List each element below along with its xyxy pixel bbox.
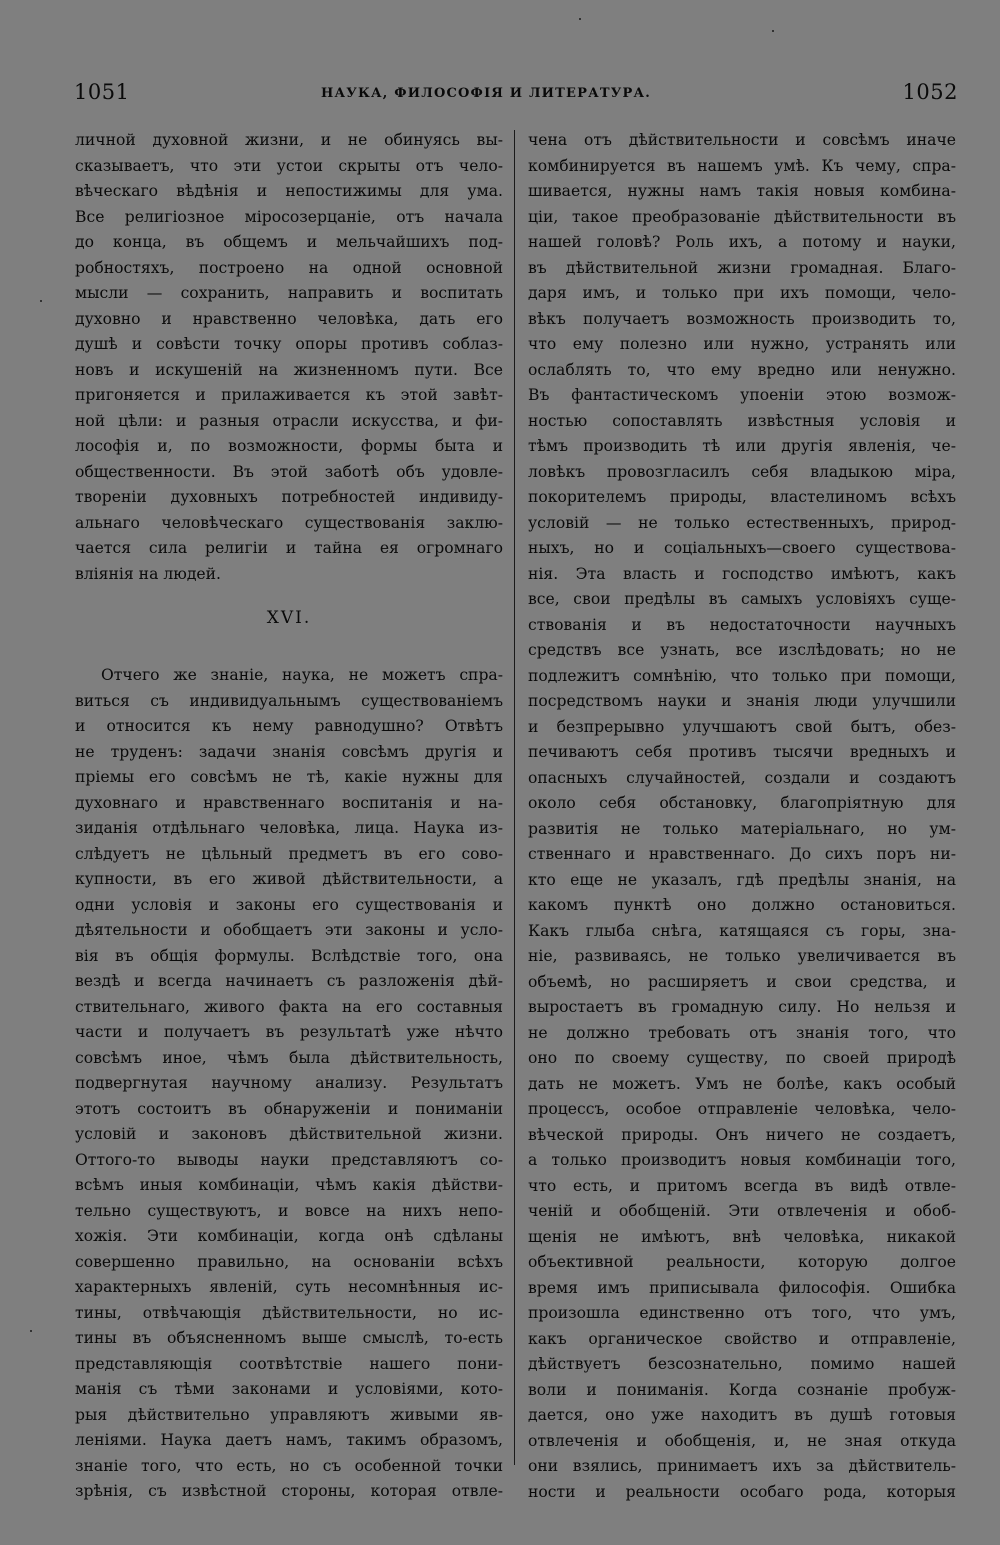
- text-line: условій — не только естественныхъ, природ-: [528, 513, 956, 532]
- text-line: условій и законовъ дѣйствительной жизни.: [75, 1125, 503, 1143]
- text-line: отвлеченія и обобщенія, и, не зная откуда: [528, 1431, 956, 1450]
- text-line: совсѣмъ иное, чѣмъ была дѣйствительность,: [75, 1048, 503, 1067]
- text-line: ціи, такое преобразованіе дѣйствительности въ: [528, 207, 956, 226]
- text-line: вліянія на людей.: [75, 564, 221, 583]
- text-line: ныхъ, но и соціальныхъ—своего существова-: [528, 539, 956, 557]
- text-line: лософія и, по возможности, формы быта и: [75, 437, 503, 455]
- print-speck: [772, 30, 774, 32]
- text-line: Какъ глыба снѣга, катящаяся съ горы, зна-: [528, 921, 956, 940]
- text-line: нашей головѣ? Роль ихъ, а потому и науки,: [528, 233, 956, 251]
- text-line: духовнаго и нравственнаго воспитанія и на-: [75, 793, 503, 812]
- text-line: нія. Эта власть и господство имѣютъ, какъ: [528, 564, 956, 583]
- text-line: представляющія соотвѣтствіе нашего пони-: [75, 1354, 503, 1373]
- text-line: шивается, нужны намъ такія новыя комбина-: [528, 182, 956, 200]
- text-line: новъ и искушеній на жизненномъ пути. Все: [75, 360, 503, 379]
- text-line: ослаблять то, что ему вредно или ненужно.: [528, 360, 956, 379]
- text-line: подлежитъ сомнѣнію, что только при помощи,: [528, 666, 956, 685]
- text-line: какъ органическое свойство и отправленіе,: [528, 1329, 956, 1348]
- text-line: знаніе того, что есть, но съ особенной точки: [75, 1456, 503, 1475]
- text-line: части и получаетъ въ результатѣ уже нѣчто: [75, 1023, 503, 1041]
- text-line: ностью сопоставлять извѣстныя условія и: [528, 411, 956, 430]
- print-speck: [30, 1330, 32, 1332]
- text-line: Оттого-то выводы науки представляютъ со-: [75, 1150, 503, 1169]
- text-line: тельно существуютъ, и вовсе на нихъ непо-: [75, 1201, 503, 1220]
- text-line: объективной реальности, которую долгое: [528, 1253, 956, 1271]
- text-line: леніями. Наука даетъ намъ, такимъ образомъ,: [75, 1431, 503, 1449]
- text-line: личной духовной жизни, и не обинуясь вы-: [75, 131, 503, 149]
- text-line: виться съ индивидуальнымъ существованіемъ: [75, 691, 503, 710]
- text-line: воли и пониманія. Когда сознаніе пробуж-: [528, 1380, 956, 1399]
- text-line: что есть, и притомъ всегда въ видѣ отвле-: [528, 1176, 956, 1195]
- text-line: покорителемъ природы, властелиномъ всѣхъ: [528, 488, 956, 506]
- text-line: вѣческаго вѣдѣнія и непостижимы для ума.: [75, 182, 503, 200]
- text-line: дѣятельности и обобщаетъ эти законы и усло-: [75, 921, 503, 939]
- text-line: что ему полезно или нужно, устранять или: [528, 335, 956, 353]
- text-line: не труденъ: задачи знанія совсѣмъ другія и: [75, 742, 503, 761]
- text-line: не должно требовать отъ знанія того, что: [528, 1023, 956, 1042]
- text-line: духовно и нравственно человѣка, дать его: [75, 309, 503, 328]
- text-line: пріемы его совсѣмъ не тѣ, какіе нужны для: [75, 768, 503, 786]
- text-line: вія въ общія формулы. Вслѣдствіе того, она: [75, 946, 503, 965]
- text-line: они взялись, принимаетъ ихъ за дѣйствитель-: [528, 1457, 956, 1475]
- text-line: ствительнаго, живого факта на его составныя: [75, 997, 503, 1016]
- text-line: тѣмъ производить тѣ или другія явленія, че-: [528, 437, 956, 455]
- text-line: дается, оно уже находитъ въ душѣ готовыя: [528, 1406, 956, 1424]
- text-line: процессъ, особое отправленіе человѣка, чело-: [528, 1100, 956, 1118]
- text-line: средствъ все узнать, все изслѣдовать; но не: [528, 641, 956, 659]
- text-line: общественности. Въ этой заботѣ объ удовле-: [75, 462, 503, 481]
- text-line: развитія не только матеріальнаго, но ум-: [528, 819, 956, 838]
- text-line: вездѣ и всегда начинаетъ съ разложенія дѣй-: [75, 972, 503, 990]
- text-line: твореніи духовныхъ потребностей индивиду-: [75, 488, 503, 506]
- text-line: около себя обстановку, благопріятную для: [528, 794, 956, 812]
- text-line: кто еще не указалъ, гдѣ предѣлы знанія, на: [528, 870, 956, 889]
- section-heading: XVI.: [266, 608, 312, 628]
- text-line: объемѣ, но расширяетъ и свои средства, и: [528, 972, 956, 991]
- text-line: щенія не имѣютъ, внѣ человѣка, никакой: [528, 1227, 956, 1246]
- right-column: [528, 128, 956, 1505]
- text-line: Отчего же знаніе, наука, не можетъ спра-: [101, 666, 503, 684]
- text-line: ченій и обобщеній. Эти отвлеченія и обоб-: [528, 1202, 956, 1220]
- text-line: ности и реальности особаго рода, которыя: [528, 1482, 956, 1501]
- text-line: ствованія и въ недостаточности научныхъ: [528, 615, 956, 634]
- page-number-left: 1051: [74, 80, 130, 104]
- column-divider: [514, 130, 515, 1465]
- text-line: произошла единственно отъ того, что умъ,: [528, 1304, 956, 1322]
- text-line: Все религіозное міросозерцаніе, отъ начала: [75, 207, 503, 226]
- text-line: зиданія отдѣльнаго человѣка, лица. Наука из-: [75, 819, 503, 837]
- text-line: и относится къ нему равнодушно? Отвѣтъ: [75, 717, 503, 735]
- text-line: какомъ пунктѣ оно должно остановиться.: [528, 896, 956, 914]
- text-line: слѣдуетъ не цѣльный предметъ въ его сово-: [75, 844, 503, 863]
- paragraph-intro: [75, 128, 503, 587]
- text-line: тины, отвѣчающія дѣйствительности, но ис-: [75, 1303, 503, 1322]
- text-line: этотъ состоитъ въ обнаруженіи и пониманіи: [75, 1099, 503, 1118]
- text-line: сказываетъ, что эти устои скрыты отъ чело-: [75, 156, 503, 175]
- text-line: зрѣнія, съ извѣстной стороны, которая отвле-: [75, 1482, 503, 1500]
- page-number-right: 1052: [902, 80, 958, 104]
- text-line: вѣкъ получаетъ возможность производить то,: [528, 309, 956, 328]
- text-line: опасныхъ случайностей, создали и создаютъ: [528, 768, 956, 787]
- text-line: одни условія и законы его существованія и: [75, 895, 503, 914]
- text-line: а только производитъ новыя комбинаціи того,: [528, 1151, 956, 1169]
- text-line: ніе, развиваясь, не только увеличивается въ: [528, 947, 956, 965]
- text-line: въ дѣйствительной жизни громадная. Благо-: [528, 258, 956, 277]
- text-line: комбинируется въ нашемъ умѣ. Къ чему, спра-: [528, 156, 956, 175]
- page-header: [74, 80, 958, 110]
- text-line: вѣческой природы. Онъ ничего не создаетъ,: [528, 1125, 956, 1144]
- text-line: Въ фантастическомъ упоеніи этою возмож-: [528, 386, 956, 404]
- text-line: посредствомъ науки и знанія люди улучшили: [528, 692, 956, 710]
- text-line: тины въ объясненномъ выше смыслѣ, то-есть: [75, 1329, 503, 1347]
- text-line: душѣ и совѣсти точку опоры противъ соблаз-: [75, 335, 503, 353]
- print-speck: [579, 18, 581, 20]
- text-line: выростаетъ въ громадную силу. Но нельзя и: [528, 998, 956, 1016]
- left-column: [75, 128, 503, 1505]
- text-line: оно по своему существу, по своей природѣ: [528, 1049, 956, 1067]
- text-line: характерныхъ явленій, суть несомнѣнныя ис-: [75, 1278, 503, 1296]
- paragraph-section-xvi: [75, 663, 503, 1505]
- text-line: рыя дѣйствительно управляютъ живыми яв-: [75, 1405, 503, 1424]
- text-line: купности, въ его живой дѣйствительности, а: [75, 870, 503, 888]
- text-line: совершенно правильно, на основаніи всѣхъ: [75, 1252, 503, 1271]
- text-line: даря имъ, и только при ихъ помощи, чело-: [528, 284, 956, 302]
- text-line: печиваютъ себя противъ тысячи вредныхъ и: [528, 743, 956, 761]
- text-line: ственнаго и нравственнаго. До сихъ поръ ни-: [528, 845, 956, 863]
- text-line: хожія. Эти комбинаціи, когда онѣ сдѣланы: [75, 1227, 503, 1245]
- text-line: ловѣкъ провозгласилъ себя владыкою міра,: [528, 462, 956, 481]
- text-line: альнаго человѣческаго существованія заклю-: [75, 513, 503, 532]
- text-line: время имъ приписывала философія. Ошибка: [528, 1278, 956, 1297]
- text-line: манія съ тѣми законами и условіями, кото-: [75, 1380, 503, 1398]
- running-title: НАУКА, ФИЛОСОФIЯ И ЛИТЕРАТУРА.: [320, 86, 652, 101]
- text-line: дѣйствуетъ безсознательно, помимо нашей: [528, 1355, 956, 1373]
- text-line: чается сила религіи и тайна ея огромнаго: [75, 539, 503, 557]
- text-line: дать не можетъ. Умъ не болѣе, какъ особый: [528, 1074, 956, 1093]
- text-line: все, свои предѣлы въ самыхъ условіяхъ суще-: [528, 590, 956, 608]
- text-line: пригоняется и прилаживается къ этой завѣт-: [75, 386, 503, 404]
- text-line: ной цѣли: и разныя отрасли искусства, и фи-: [75, 411, 503, 430]
- text-line: всѣмъ иныя комбинаціи, чѣмъ какія дѣйстви-: [75, 1176, 503, 1194]
- text-line: и безпрерывно улучшаютъ свой бытъ, обез-: [528, 717, 956, 736]
- text-line: робностяхъ, построено на одной основной: [75, 258, 503, 277]
- text-line: мысли — сохранить, направить и воспитать: [75, 284, 503, 302]
- text-line: чена отъ дѣйствительности и совсѣмъ иначе: [528, 131, 956, 149]
- text-line: подвергнутая научному анализу. Результатъ: [75, 1074, 503, 1092]
- print-speck: [40, 300, 42, 302]
- paragraph-continuation: [528, 128, 956, 1505]
- text-line: до конца, въ общемъ и мельчайшихъ под-: [75, 233, 503, 251]
